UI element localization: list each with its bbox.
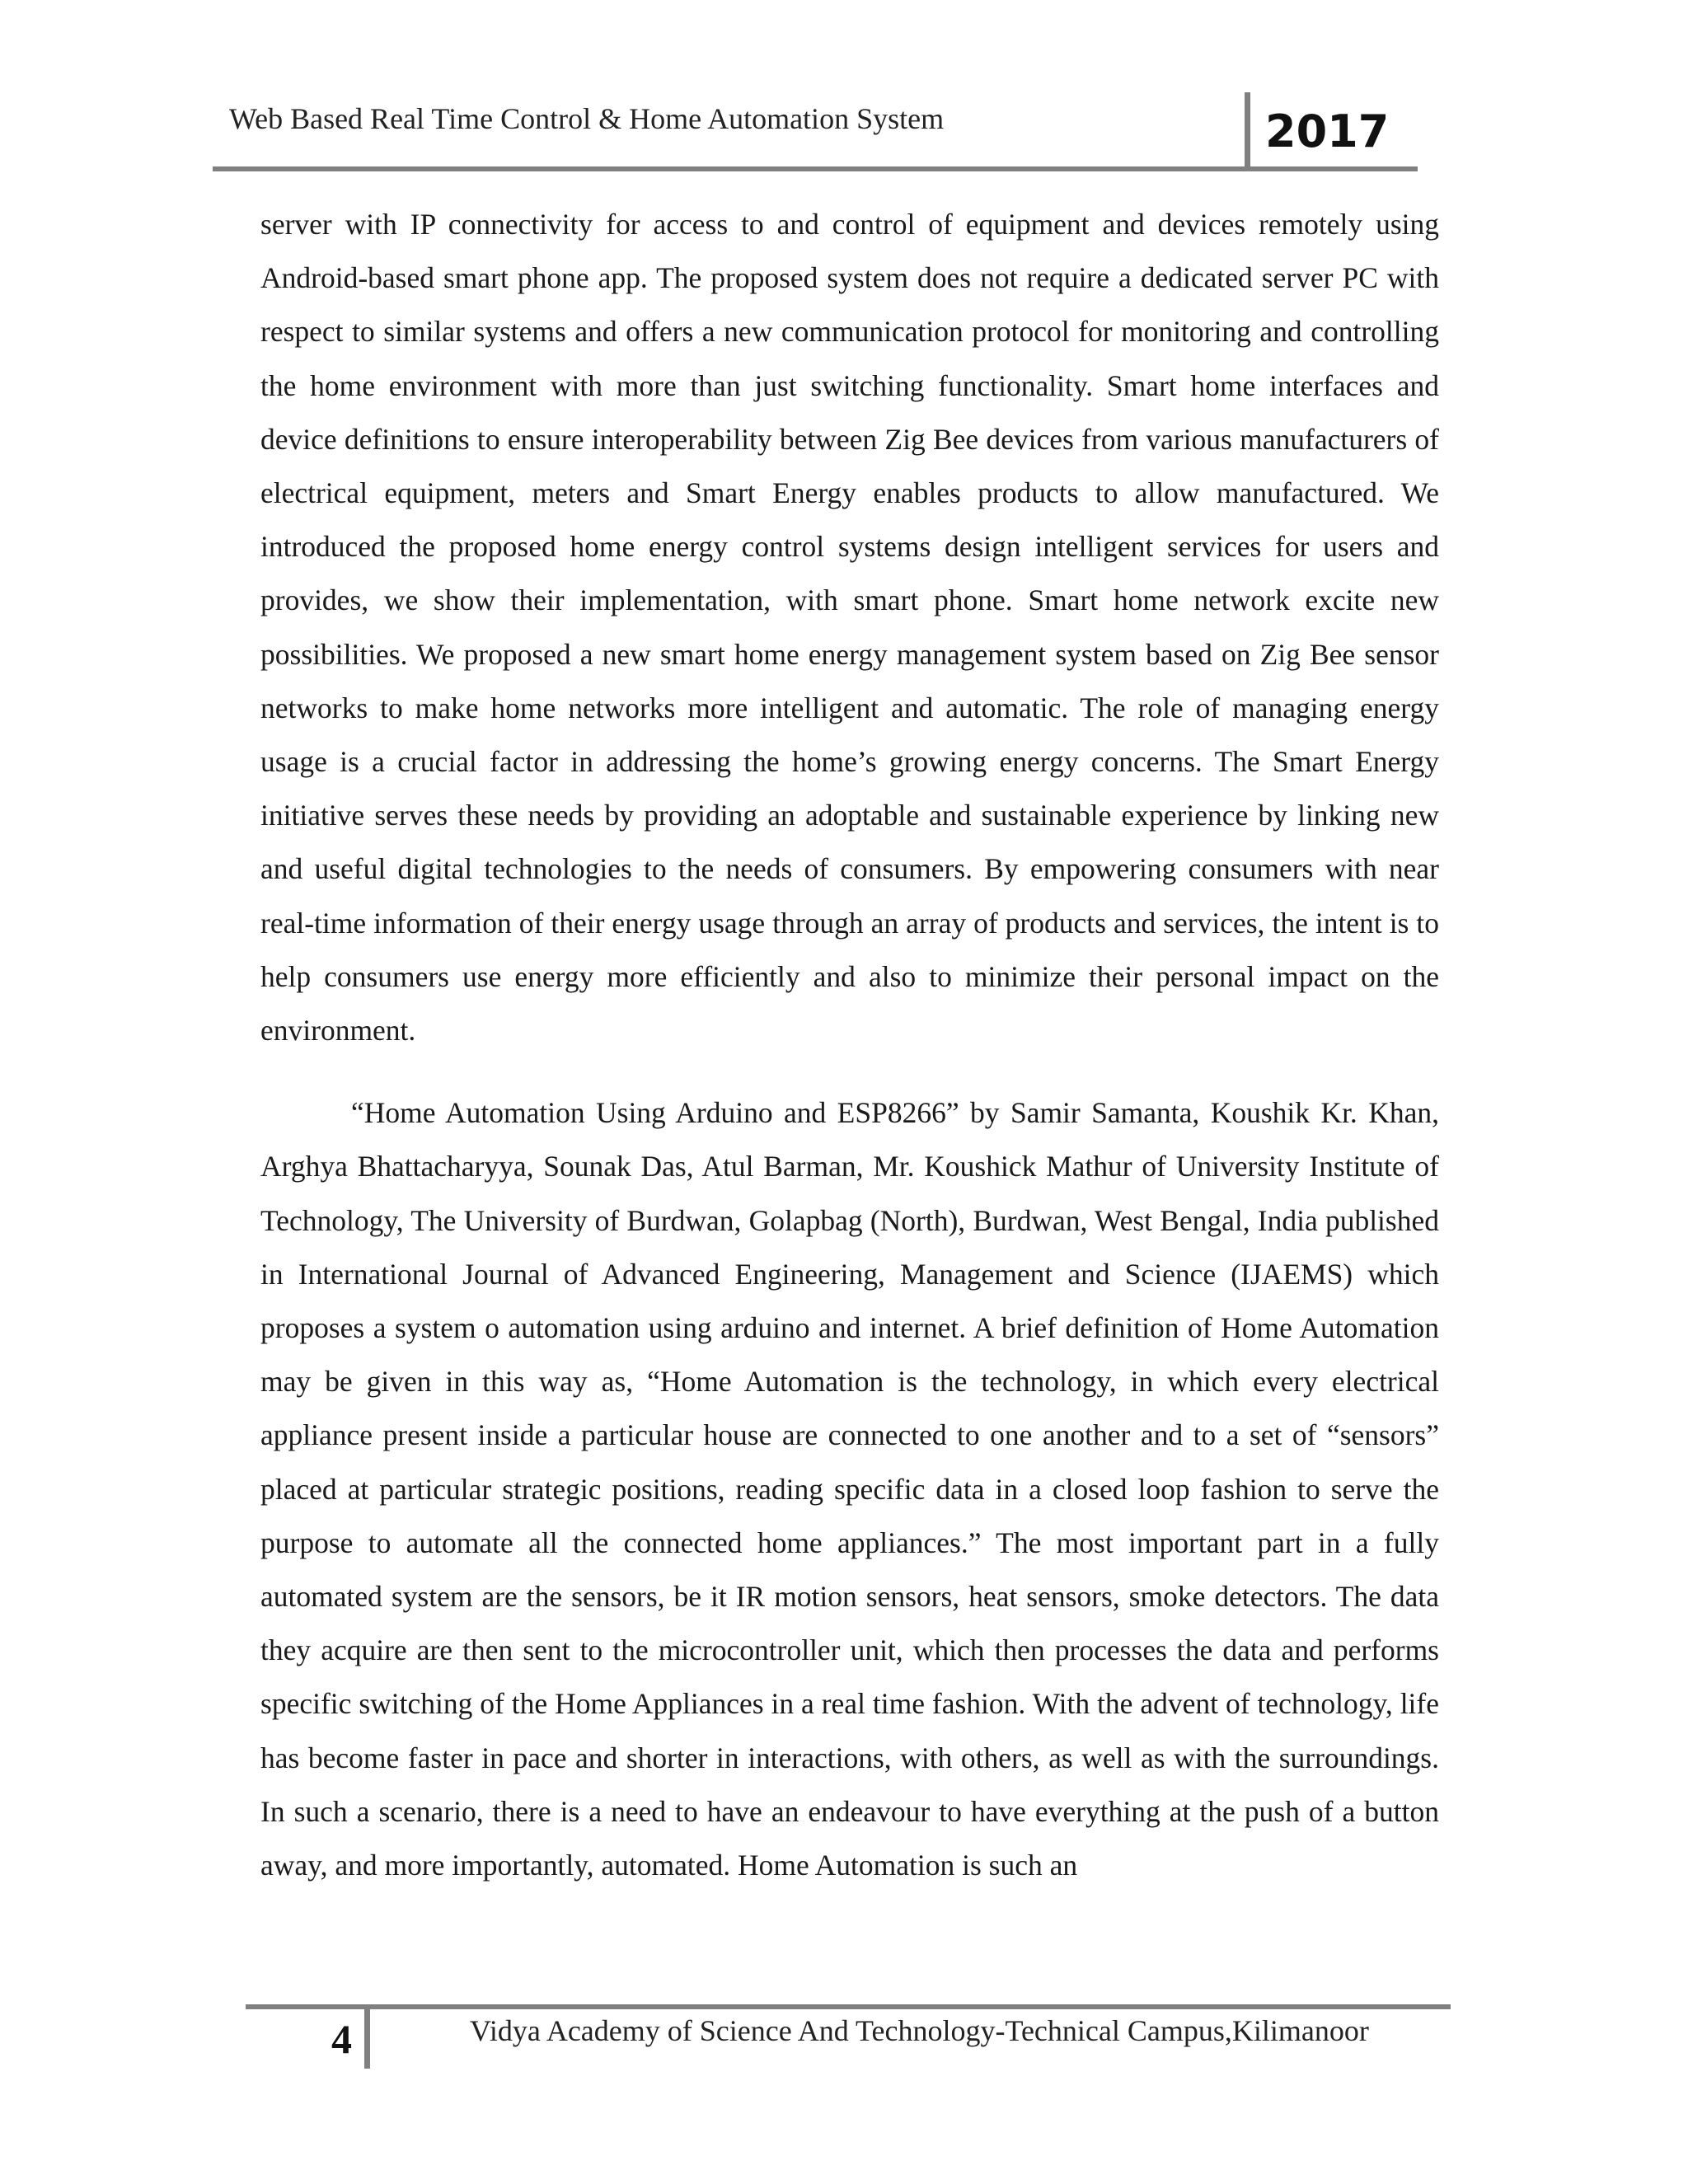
footer-rule — [246, 2004, 1451, 2009]
header-divider-vertical — [1245, 92, 1250, 171]
body-text — [260, 198, 1439, 1892]
footer-divider-vertical — [364, 2004, 370, 2069]
paragraph: server with IP connectivity for access to and control of equipment and devices remotely using Android-based smart phone app. The proposed system does not require a dedicated server PC with respect to similar systems and offers a new communication protocol for monitoring and controlling the home environment with more than just switching functionality. Smart home interfaces and device definitions to ensure interoperability between Zig Bee devices from various manufacturers of electrical equipment, meters and Smart Energy enables products to allow manufactured. We introduced the proposed home energy control systems design intelligent services for users and provides, we show their implementation, with smart phone. Smart home network excite new possibilities. We proposed a new smart home energy management system based on Zig Bee sensor networks to make home networks more intelligent and automatic. The role of managing energy usage is a crucial factor in addressing the home’s growing energy concerns. The Smart Energy initiative serves these needs by providing an adoptable and sustainable experience by linking new and useful digital technologies to the needs of consumers. By empowering consumers with near real-time information of their energy usage through an array of products and services, the intent is to help consumers use energy more efficiently and also to minimize their personal impact on the environment. — [260, 208, 1439, 1047]
header-rule — [213, 166, 1418, 171]
running-header-year: 2017 — [1265, 105, 1390, 157]
footer-institution: Vidya Academy of Science And Technology-Technical Campus,Kilimanoor — [470, 2014, 1369, 2047]
running-header-title: Web Based Real Time Control & Home Automation System — [229, 102, 945, 135]
paragraph: “Home Automation Using Arduino and ESP8266” by Samir Samanta, Koushik Kr. Khan, Arghya Bhattacharyya, Sounak Das, Atul Barman, Mr. Koushick Mathur of University Institute of Technology, The University of Burdwan, Golapbag (North), Burdwan, West Bengal, India published in International Journal of Advanced Engineering, Management and Science (IJAEMS) which proposes a system o automation using arduino and internet. A brief definition of Home Automation may be given in this way as, “Home Automation is the technology, in which every electrical appliance present inside a particular house are connected to one another and to a set of “sensors” placed at particular strategic positions, reading specific data in a closed loop fashion to serve the purpose to automate all the connected home appliances.” The most important part in a fully automated system are the sensors, be it IR motion sensors, heat sensors, smoke detectors. The data they acquire are then sent to the microcontroller unit, which then processes the data and performs specific switching of the Home Appliances in a real time fashion. With the advent of technology, life has become faster in pace and shorter in interactions, with others, as well as with the surroundings. In such a scenario, there is a need to have an endeavour to have everything at the push of a button away, and more importantly, automated. Home Automation is such an — [260, 1096, 1439, 1882]
page-number: 4 — [331, 2016, 352, 2062]
